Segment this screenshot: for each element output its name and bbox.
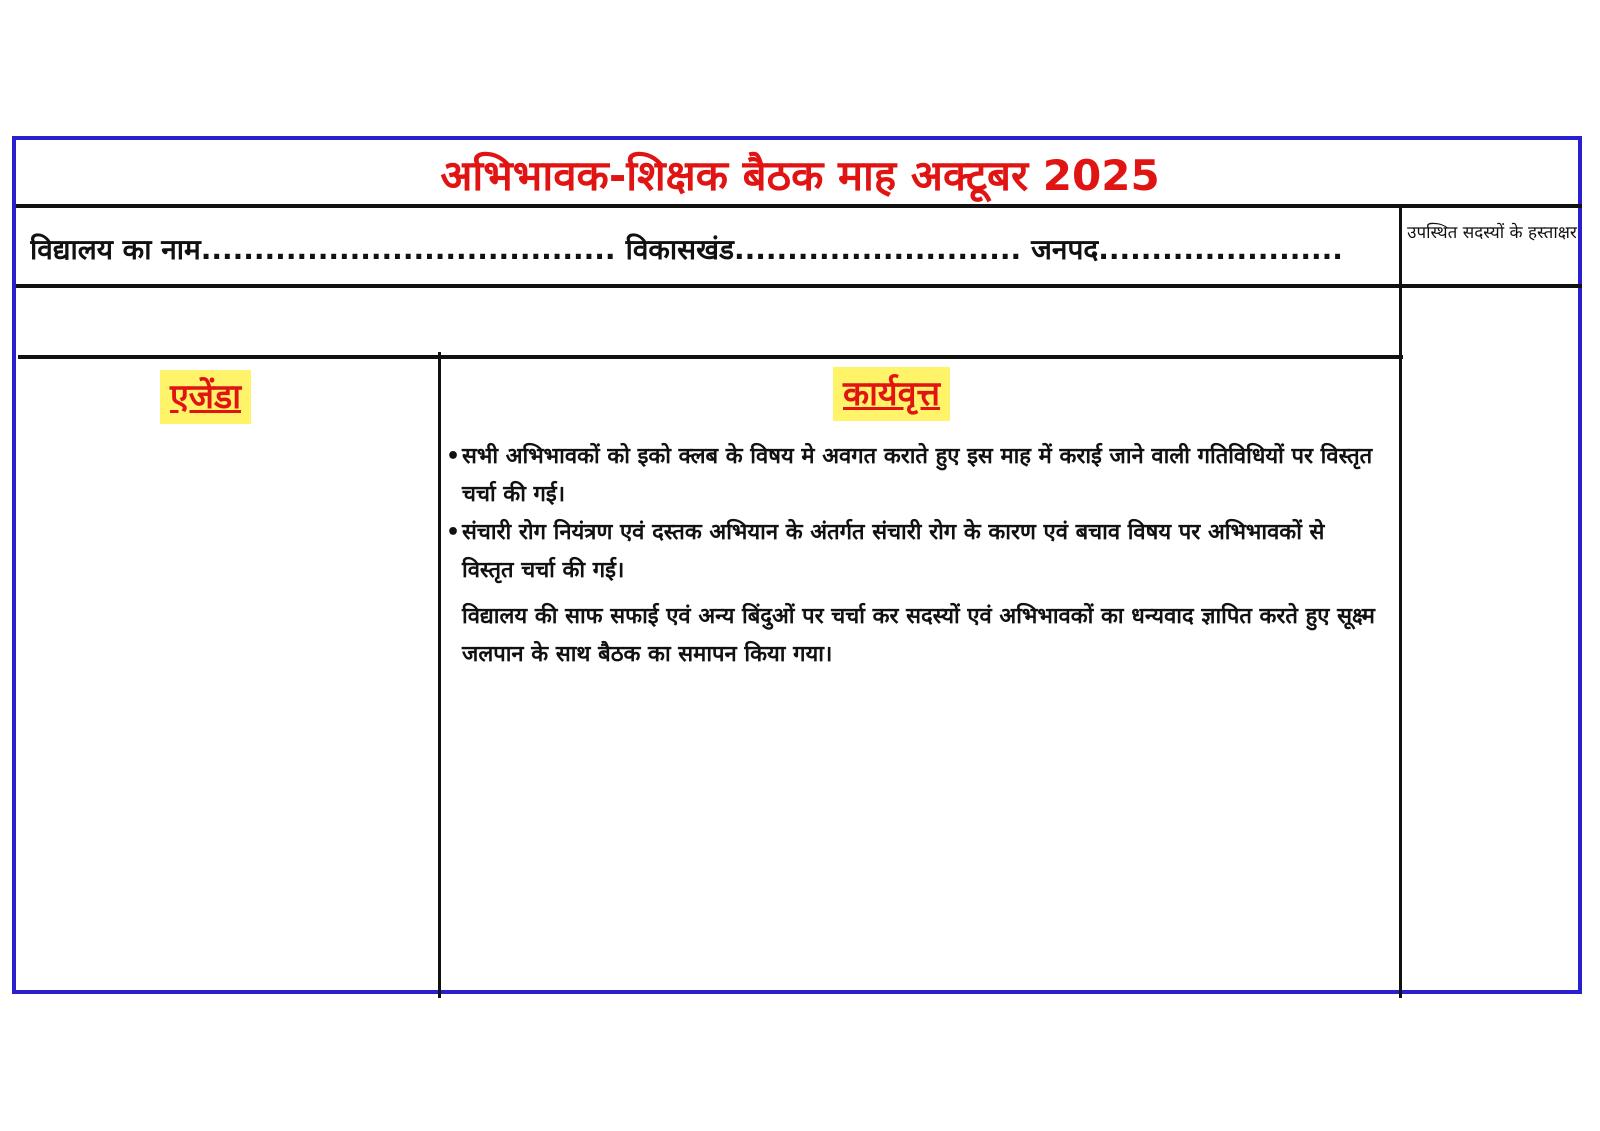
minutes-closing: विद्यालय की साफ सफाई एवं अन्य बिंदुओं पर चर्चा कर सदस्यों एवं अभिभावकों का धन्यवाद ज्ञापित करते हुए सूक्ष्म जलपान के साथ बैठक का समापन किया गया। bbox=[462, 604, 1375, 667]
agenda-heading: एजेंडा bbox=[160, 370, 251, 424]
divider-agenda-minutes bbox=[438, 352, 441, 998]
school-name-field: विद्यालय का नाम....................................... bbox=[30, 233, 616, 266]
divider-minutes-signatures bbox=[1399, 208, 1402, 998]
minutes-point: • सभी अभिभावकों को इको क्लब के विषय मे अवगत कराते हुए इस माह में कराई जाने वाली गतिविधियों पर विस्तृत चर्चा की गई। bbox=[446, 438, 1376, 514]
district-field: जनपद....................... bbox=[1031, 233, 1343, 266]
signatures-heading: उपस्थित सदस्यों के हस्ताक्षर bbox=[1407, 223, 1577, 243]
minutes-list bbox=[446, 438, 1376, 674]
page-title: अभिभावक-शिक्षक बैठक माह अक्टूबर 2025 bbox=[440, 151, 1160, 200]
rule-above-sections bbox=[18, 355, 1403, 359]
school-info-row bbox=[30, 228, 1385, 272]
minutes-heading: कार्यवृत्त bbox=[833, 367, 950, 421]
minutes-point: • संचारी रोग नियंत्रण एवं दस्तक अभियान के अंतर्गत संचारी रोग के कारण एवं बचाव विषय पर अभिभावकों से विस्तृत चर्चा की गई। bbox=[446, 514, 1376, 590]
rule-under-info bbox=[16, 284, 1582, 288]
block-field: विकासखंड........................... bbox=[625, 233, 1022, 266]
